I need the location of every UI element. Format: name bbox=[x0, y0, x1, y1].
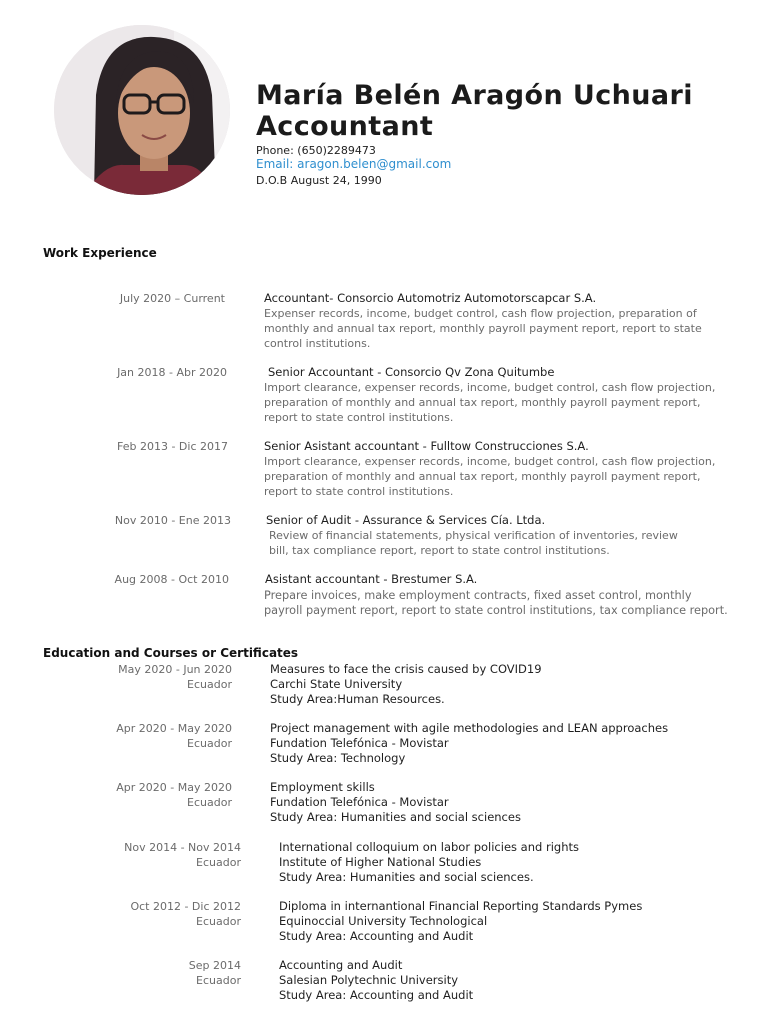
edu-date: Oct 2012 - Dic 2012 Ecuador bbox=[130, 900, 241, 928]
edu-entry: Project management with agile methodologies and LEAN approaches Fundation Telefónica - Movistar Study Area: Technology bbox=[270, 721, 669, 765]
work-date: July 2020 – Current bbox=[119, 292, 225, 305]
email-link[interactable]: Email: aragon.belen@gmail.com bbox=[256, 157, 452, 171]
work-description: Import clearance, expenser records, income, budget control, cash flow projection, preparation of monthly and annual tax report, monthly payroll payment report, report to state control institutions. bbox=[264, 381, 716, 424]
edu-date: Apr 2020 - May 2020 Ecuador bbox=[116, 781, 232, 809]
work-description: Import clearance, expenser records, income, budget control, cash flow projection, preparation of monthly and annual tax report, monthly payroll payment report, report to state control institutions. bbox=[264, 455, 716, 498]
work-title: Senior of Audit - Assurance & Services Cía. Ltda. bbox=[266, 513, 546, 527]
profile-photo bbox=[54, 25, 230, 195]
work-description: Review of financial statements, physical verification of inventories, review bill, tax compliance report, report to state control institutions. bbox=[269, 529, 678, 557]
edu-date: Sep 2014 Ecuador bbox=[188, 959, 241, 987]
edu-date: Apr 2020 - May 2020 Ecuador bbox=[116, 722, 232, 750]
work-title: Senior Asistant accountant - Fulltow Construcciones S.A. bbox=[264, 439, 589, 453]
edu-entry: Diploma in internantional Financial Reporting Standards Pymes Equinoccial University Technological Study Area: Accounting and Audit bbox=[279, 899, 643, 943]
work-description: Prepare invoices, make employment contracts, fixed asset control, monthly payroll payment report, report to state control institutions, tax compliance report. bbox=[264, 589, 728, 617]
edu-date: Nov 2014 - Nov 2014 Ecuador bbox=[124, 841, 241, 869]
work-title: Asistant accountant - Brestumer S.A. bbox=[265, 572, 478, 586]
edu-entry: Accounting and Audit Salesian Polytechnic University Study Area: Accounting and Audit bbox=[279, 958, 474, 1002]
edu-date: May 2020 - Jun 2020 Ecuador bbox=[118, 663, 232, 691]
edu-entry: Employment skills Fundation Telefónica - Movistar Study Area: Humanities and social sciences bbox=[270, 780, 521, 824]
edu-entry: Measures to face the crisis caused by COVID19 Carchi State University Study Area:Human Resources. bbox=[270, 662, 542, 706]
edu-entry: International colloquium on labor policies and rights Institute of Higher National Studies Study Area: Humanities and social sciences. bbox=[279, 840, 579, 884]
work-title: Accountant- Consorcio Automotriz Automotorscapcar S.A. bbox=[264, 291, 597, 305]
work-title: Senior Accountant - Consorcio Qv Zona Quitumbe bbox=[268, 365, 555, 379]
work-date: Jan 2018 - Abr 2020 bbox=[117, 366, 227, 379]
work-date: Aug 2008 - Oct 2010 bbox=[114, 573, 229, 586]
dob-text: D.O.B August 24, 1990 bbox=[256, 174, 382, 187]
person-name: María Belén Aragón Uchuari bbox=[256, 80, 693, 111]
work-date: Feb 2013 - Dic 2017 bbox=[117, 440, 228, 453]
phone-text: Phone: (650)2289473 bbox=[256, 144, 376, 157]
job-title: Accountant bbox=[256, 111, 434, 142]
work-experience-heading: Work Experience bbox=[43, 246, 157, 260]
work-date: Nov 2010 - Ene 2013 bbox=[114, 514, 231, 527]
education-heading: Education and Courses or Certificates bbox=[43, 646, 299, 660]
work-description: Expenser records, income, budget control, cash flow projection, preparation of monthly and annual tax report, monthly payroll payment report, report to state control institutions. bbox=[264, 307, 702, 350]
